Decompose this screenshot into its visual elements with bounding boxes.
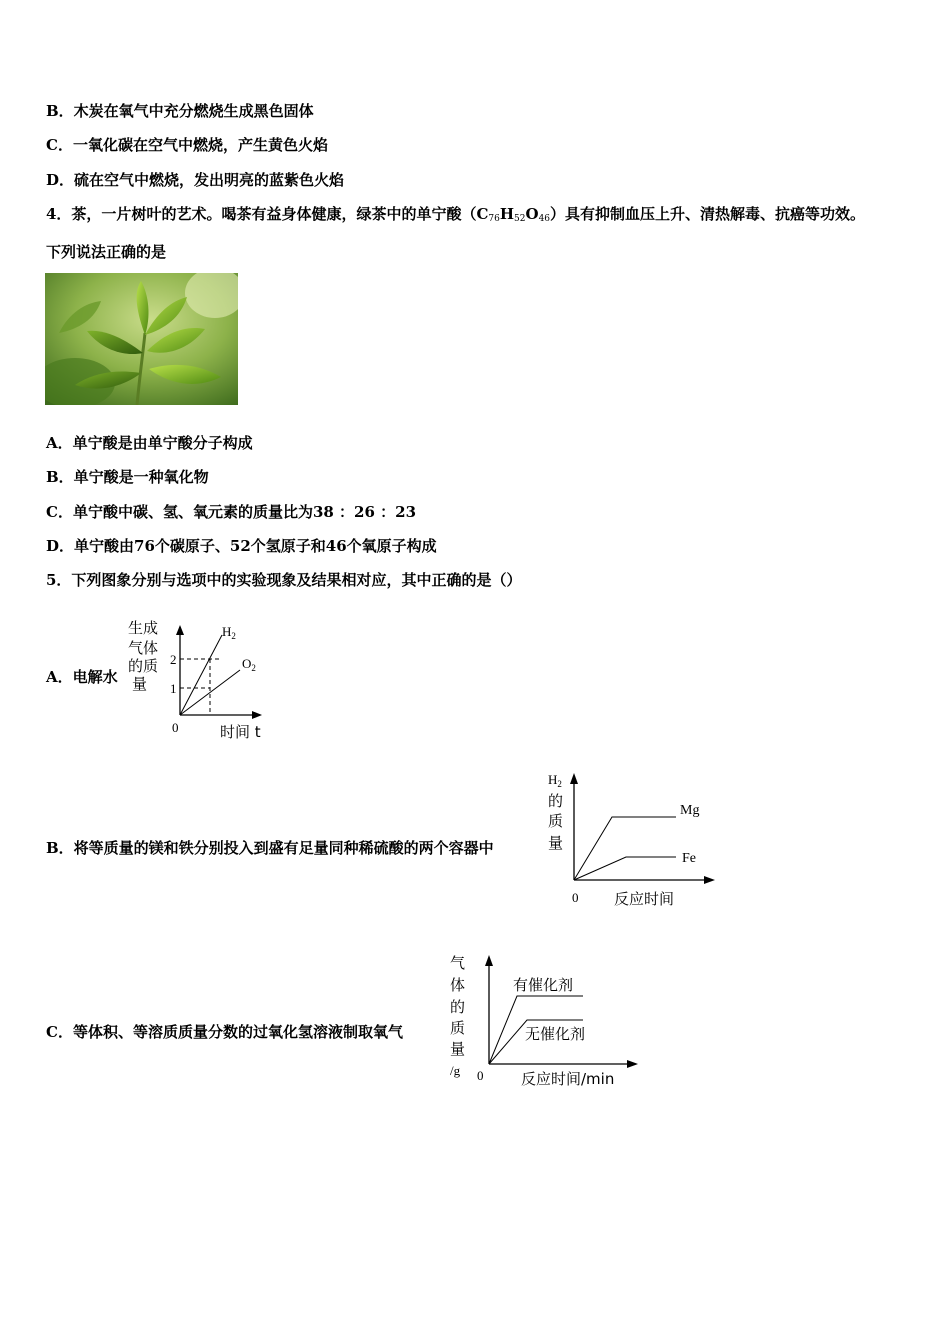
q4-option-c: C．单宁酸中碳、氢、氧元素的质量比为38 ：26 ：23	[46, 503, 417, 521]
y-axis-label-line: 质	[548, 812, 564, 830]
origin-label: 0	[572, 890, 579, 905]
series-label-o2: $O_2$	[242, 656, 256, 673]
q4-stem-part: 4．茶，一片树叶的艺术。喝茶有益身体健康，绿茶中的单宁酸（C	[46, 205, 489, 223]
q5-option-c-label: C．等体积、等溶质质量分数的过氧化氢溶液制取氧气	[46, 1023, 403, 1041]
formula-subscript: 52	[514, 214, 526, 224]
y-axis-label-line: 的质	[128, 657, 159, 675]
y-axis-label-line: 量	[450, 1040, 466, 1058]
x-axis-arrow	[252, 711, 262, 719]
series-label-fe: Fe	[682, 851, 696, 866]
y-axis-label-line: 体	[450, 976, 466, 994]
mg-line	[574, 817, 676, 880]
y-axis-label-line: 的	[548, 792, 564, 810]
q3-option-c: C．一氧化碳在空气中燃烧，产生黄色火焰	[46, 136, 328, 154]
series-label-h2: $H_2$	[222, 624, 236, 641]
series-label-mg: Mg	[680, 803, 700, 818]
q4-stem	[46, 204, 865, 229]
y-axis-label-top: $H_2$	[548, 772, 562, 789]
q4-stem-part: ）具有抑制血压上升、清热解毒、抗癌等功效。	[550, 205, 866, 223]
x-axis-label: 时间 t	[220, 723, 261, 741]
y-axis-label-line: 的	[450, 998, 466, 1016]
h2-line	[180, 635, 222, 715]
formula-subscript: 76	[488, 214, 500, 224]
tick-label-1: 1	[170, 681, 177, 696]
tea-leaves-photo	[45, 273, 238, 405]
q5-stem: 5．下列图象分别与选项中的实验现象及结果相对应，其中正确的是（）	[46, 571, 522, 589]
x-axis-arrow	[627, 1060, 638, 1068]
q3-option-b: B．木炭在氧气中充分燃烧生成黑色固体	[46, 102, 314, 120]
y-axis-arrow	[485, 955, 493, 966]
x-axis-arrow	[704, 876, 715, 884]
q5-option-b-label: B．将等质量的镁和铁分别投入到盛有足量同种稀硫酸的两个容器中	[46, 839, 494, 857]
q4-option-b: B．单宁酸是一种氧化物	[46, 468, 209, 486]
q4-option-a: A．单宁酸是由单宁酸分子构成	[46, 434, 253, 452]
series-label-catalyst: 有催化剂	[513, 976, 574, 994]
fe-line	[574, 857, 676, 880]
y-axis-arrow	[176, 625, 184, 635]
y-axis-arrow	[570, 773, 578, 784]
formula-subscript: 46	[538, 214, 551, 224]
formula-element: H	[499, 205, 515, 223]
x-axis-label: 反应时间	[614, 890, 675, 908]
y-axis-label-line: 质	[450, 1019, 466, 1037]
x-axis-label: 反应时间/min	[521, 1070, 615, 1088]
q4-stem-line2: 下列说法正确的是	[46, 243, 167, 261]
y-axis-unit: /g	[450, 1063, 461, 1078]
y-axis-label-line: 量	[548, 834, 564, 852]
y-axis-label-line: 气体	[128, 639, 159, 657]
formula-element: O	[525, 205, 539, 223]
y-axis-label-line: 气	[450, 954, 466, 972]
graph-electrolysis-water	[120, 615, 280, 745]
graph-mg-fe-hydrogen	[540, 768, 720, 913]
y-axis-label-line: 量	[132, 675, 148, 693]
tick-label-2: 2	[170, 652, 177, 667]
series-label-no-catalyst: 无催化剂	[525, 1025, 586, 1043]
q3-option-d: D．硫在空气中燃烧，发出明亮的蓝紫色火焰	[46, 171, 345, 189]
q4-option-d: D．单宁酸由76个碳原子、52个氢原子和46个氧原子构成	[46, 537, 437, 555]
y-axis-label-line: 生成	[128, 619, 159, 637]
q5-option-a-label: A．电解水	[46, 668, 118, 686]
origin-label: 0	[172, 720, 179, 735]
origin-label: 0	[477, 1068, 484, 1083]
graph-hydrogen-peroxide-oxygen	[445, 950, 645, 1095]
